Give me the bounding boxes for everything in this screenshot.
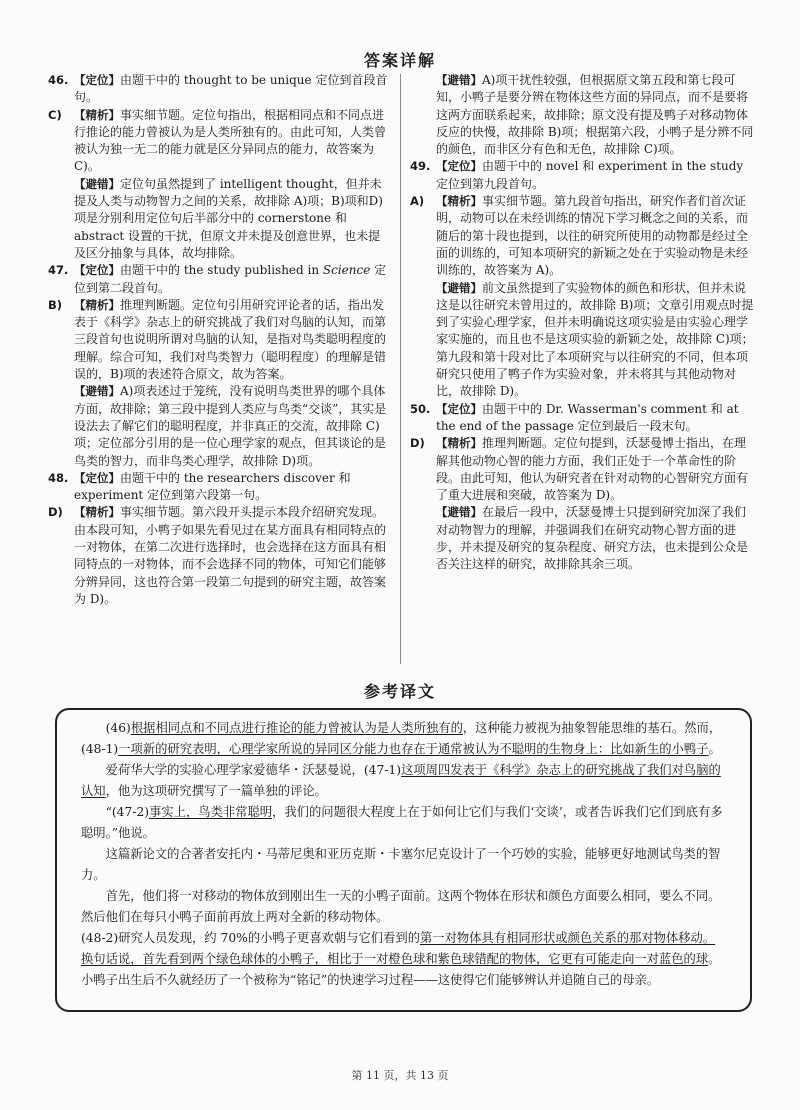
question-46-analysis bbox=[48, 107, 390, 176]
avoid-tag: 【避错】 bbox=[436, 280, 482, 295]
answer-letter: D) bbox=[410, 436, 425, 451]
text-run: ，我们的问题很大程度上在于如何让它们与我们‘交谈’，或者告诉我们它们到底有多聪明。”他说。 bbox=[81, 805, 723, 840]
underlined-text: 一项新的研究表明，心理学家所说的异同区分能力也存在于通常被认为不聪明的生物身上：比如新生的小鸭子 bbox=[118, 742, 709, 756]
question-50-avoid bbox=[410, 504, 754, 573]
analysis-tag: 【精析】 bbox=[436, 436, 482, 451]
underlined-text: 第一对物体具有相同形状或颜色关系的那对物体移动。换句话说，首先看到两个绿色球体的小鸭子，相比于一对橙色球和紫色球错配的物体，它更有可能走向一对蓝色的球 bbox=[81, 931, 716, 966]
underlined-text: 事实上，鸟类非常聪明 bbox=[149, 805, 273, 819]
question-48-analysis bbox=[48, 504, 390, 608]
text-run: (48-2)研究人员发现，约 70%的小鸭子更喜欢朝与它们看到的 bbox=[81, 931, 420, 945]
translation-paragraph-1 bbox=[81, 718, 726, 760]
locate-text: 由题干中的 the study published in bbox=[120, 263, 323, 278]
column-divider bbox=[400, 74, 401, 664]
locate-text: 由题干中的 novel 和 experiment in the study 定位到第九段首句。 bbox=[436, 159, 744, 191]
avoid-tag: 【避错】 bbox=[436, 73, 482, 87]
avoid-text: A)项表述过于笼统，没有说明鸟类世界的哪个具体方面，故排除；第三段中提到人类应与鸟类“交谈”，其实是设法去了解它们的聪明程度，并非真正的交流，故排除 C)项；定位部分引用的是一位心理学家的观点，但其谈论的是鸟类的智力，而非鸟类心理学，故排除 D)项。 bbox=[74, 384, 387, 468]
underlined-text: 根据相同点和不同点进行推论的能力曾被认为是人类所独有的 bbox=[130, 721, 463, 735]
analysis-tag: 【精析】 bbox=[74, 505, 120, 520]
question-number: 47. bbox=[48, 263, 69, 278]
locate-text: 由题干中的 Dr. Wasserman's comment 和 at the end of the passage 定位到最后一段末句。 bbox=[436, 401, 739, 433]
answer-explanation-title: 答案详解 bbox=[363, 51, 436, 70]
translation-paragraph-7: 小鸭子出生后不久就经历了一个被称为“铭记”的快速学习过程——这使得它们能够辨认并追随自己的母亲。 bbox=[81, 973, 660, 987]
underlined-text: 这项周四发表于《科学》杂志上的研究挑战了我们对鸟脑的认知 bbox=[81, 763, 721, 798]
avoid-text: 前文虽然提到了实验物体的颜色和形状，但并未说这是以往研究未曾用过的，故排除 B)项；文章引用观点时提到了实验心理学家，但并未明确说这项实验是由实验心理学家实施的，而且也不是这项实验的新颖之处，故排除 C)项；第九段和第十段对比了本项研究与以往研究的不同，但本项研究只使用了鸭子作为实验对象，并未将其与其他动物对比，故排除 D)。 bbox=[436, 280, 754, 399]
avoid-tag: 【避错】 bbox=[74, 176, 120, 191]
question-number: 48. bbox=[48, 470, 69, 485]
avoid-text: A)项干扰性较强，但根据原文第五段和第七段可知，小鸭子是要分辨在物体这些方面的异同点，而不是要将这两方面联系起来，故排除；原文没有提及鸭子对移动物体反应的快慢，故排除 B)项；根据第六段，小鸭子是分辨不同的颜色，而非区分有色和无色，故排除 C)项。 bbox=[436, 73, 754, 157]
question-50-analysis bbox=[410, 435, 754, 504]
answer-letter: A) bbox=[410, 194, 425, 209]
translation-paragraph-2 bbox=[81, 760, 726, 802]
question-number: 49. bbox=[410, 159, 431, 174]
locate-italic: Science bbox=[322, 263, 371, 278]
analysis-tag: 【精析】 bbox=[74, 107, 120, 122]
question-47-avoid bbox=[48, 383, 390, 469]
analysis-tag: 【精析】 bbox=[436, 194, 482, 209]
answer-letter: B) bbox=[48, 297, 63, 312]
translation-paragraph-6 bbox=[81, 928, 726, 970]
question-46-avoid bbox=[48, 176, 390, 262]
avoid-tag: 【避错】 bbox=[436, 505, 482, 520]
question-47-locate bbox=[48, 262, 390, 297]
locate-tag: 【定位】 bbox=[74, 470, 120, 485]
locate-text: 定位到第二段首句。 bbox=[74, 263, 387, 295]
translation-box bbox=[55, 708, 752, 1012]
text-run: 。 bbox=[708, 952, 721, 966]
analysis-text: 事实细节题。第九段首句指出，研究作者们首次证明，动物可以在未经训练的情况下学习概念之间的关系，而随后的第十段也提到，以往的研究所使用的动物都是经过全面的训练的，可知本项研究的新颖之处在于实验动物是未经训练的，故答案为 A)。 bbox=[436, 194, 749, 278]
avoid-text: 定位句虽然提到了 intelligent thought，但并未提及人类与动物智力之间的关系，故排除 A)项；B)项和D)项是分别利用定位句后半部分中的 cornerstone 和 abstract 设置的干扰，但原文并未提及创意世界，也未提及区分抽象与具体，故均排除。 bbox=[74, 176, 383, 260]
translation-paragraph-3 bbox=[81, 802, 726, 844]
analysis-text: 事实细节题。定位句指出，根据相同点和不同点进行推论的能力曾被认为是人类所独有的。由此可知，人类曾被认为独一无二的能力就是区分异同点的能力，故答案为C)。 bbox=[74, 107, 387, 174]
question-49-avoid bbox=[410, 280, 754, 401]
locate-tag: 【定位】 bbox=[74, 263, 120, 278]
locate-text: 由题干中的 the researchers discover 和 experiment 定位到第六段第一句。 bbox=[74, 470, 351, 503]
analysis-tag: 【精析】 bbox=[74, 297, 120, 312]
text-run: (46) bbox=[105, 721, 131, 735]
analysis-text: 推理判断题。定位句提到，沃瑟曼博士指出，在理解其他动物心智的能力方面，我们正处于一个革命性的阶段。由此可知，他认为研究者在针对动物的心智研究方面有了重大进展和突破，故答案为 D)。 bbox=[436, 436, 749, 503]
locate-tag: 【定位】 bbox=[436, 159, 482, 174]
analysis-text: 推理判断题。定位句引用研究评论者的话，指出发表于《科学》杂志上的研究挑战了我们对鸟脑的认知，而第三段首句也说明所谓对鸟脑的认知，是指对鸟类聪明程度的理解。综合可知，我们对鸟类智力（聪明程度）的理解是错误的，B)项的表述符合原文，故为答案。 bbox=[74, 297, 387, 382]
analysis-text: 事实细节题。第六段开头提示本段介绍研究发现。由本段可知，小鸭子如果先看见过在某方面具有相同特点的一对物体，在第二次进行选择时，也会选择在这方面具有相同特点的一对物体，而不会选择不同的物体，可知它们能够分辨异同，这也符合第一段第二句提到的研究主题，故答案为 D)。 bbox=[74, 505, 387, 606]
text-run: ，他为这项研究撰写了一篇单独的评论。 bbox=[105, 784, 327, 798]
left-column bbox=[48, 72, 390, 608]
page-number: 第 11 页，共 13 页 bbox=[351, 1069, 449, 1082]
avoid-text: 在最后一段中，沃瑟曼博士只提到研究加深了我们对动物智力的理解，并强调我们在研究动物心智方面的进步，并未提及研究的复杂程度、研究方法，也未提到公众是否关注这样的研究，故排除其余三项。 bbox=[436, 505, 749, 572]
text-run: ，这种能力被视为抽象智能思维的基石。然而，(48-1) bbox=[81, 721, 722, 756]
question-46-locate bbox=[48, 72, 390, 107]
text-run: “(47-2) bbox=[105, 805, 150, 819]
locate-tag: 【定位】 bbox=[436, 401, 482, 416]
answer-letter: C) bbox=[48, 107, 62, 122]
question-48-avoid bbox=[410, 72, 754, 158]
question-50-locate bbox=[410, 401, 754, 436]
translation-paragraph-4: 这篇新论文的合著者安托内・马蒂尼奥和亚历克斯・卡塞尔尼克设计了一个巧妙的实验，能够更好地测试鸟类的智力。 bbox=[81, 847, 721, 882]
translation-paragraph-5: 首先，他们将一对移动的物体放到刚出生一天的小鸭子面前。这两个物体在形状和颜色方面要么相同，要么不同。然后他们在每只小鸭子面前再放上两对全新的移动物体。 bbox=[81, 889, 721, 924]
text-run: 。 bbox=[708, 742, 721, 756]
question-49-locate bbox=[410, 158, 754, 193]
question-number: 46. bbox=[48, 73, 69, 87]
question-49-analysis bbox=[410, 193, 754, 279]
locate-tag: 【定位】 bbox=[74, 73, 120, 87]
avoid-tag: 【避错】 bbox=[74, 384, 120, 399]
question-48-locate bbox=[48, 470, 390, 505]
text-run: 爱荷华大学的实验心理学家爱德华・沃瑟曼说，(47-1) bbox=[105, 763, 402, 777]
answer-letter: D) bbox=[48, 505, 63, 520]
locate-text: 由题干中的 thought to be unique 定位到首段首句。 bbox=[74, 73, 388, 105]
reference-translation-title: 参考译文 bbox=[363, 682, 436, 701]
question-47-analysis bbox=[48, 297, 390, 383]
right-column bbox=[410, 72, 754, 574]
question-number: 50. bbox=[410, 401, 431, 416]
